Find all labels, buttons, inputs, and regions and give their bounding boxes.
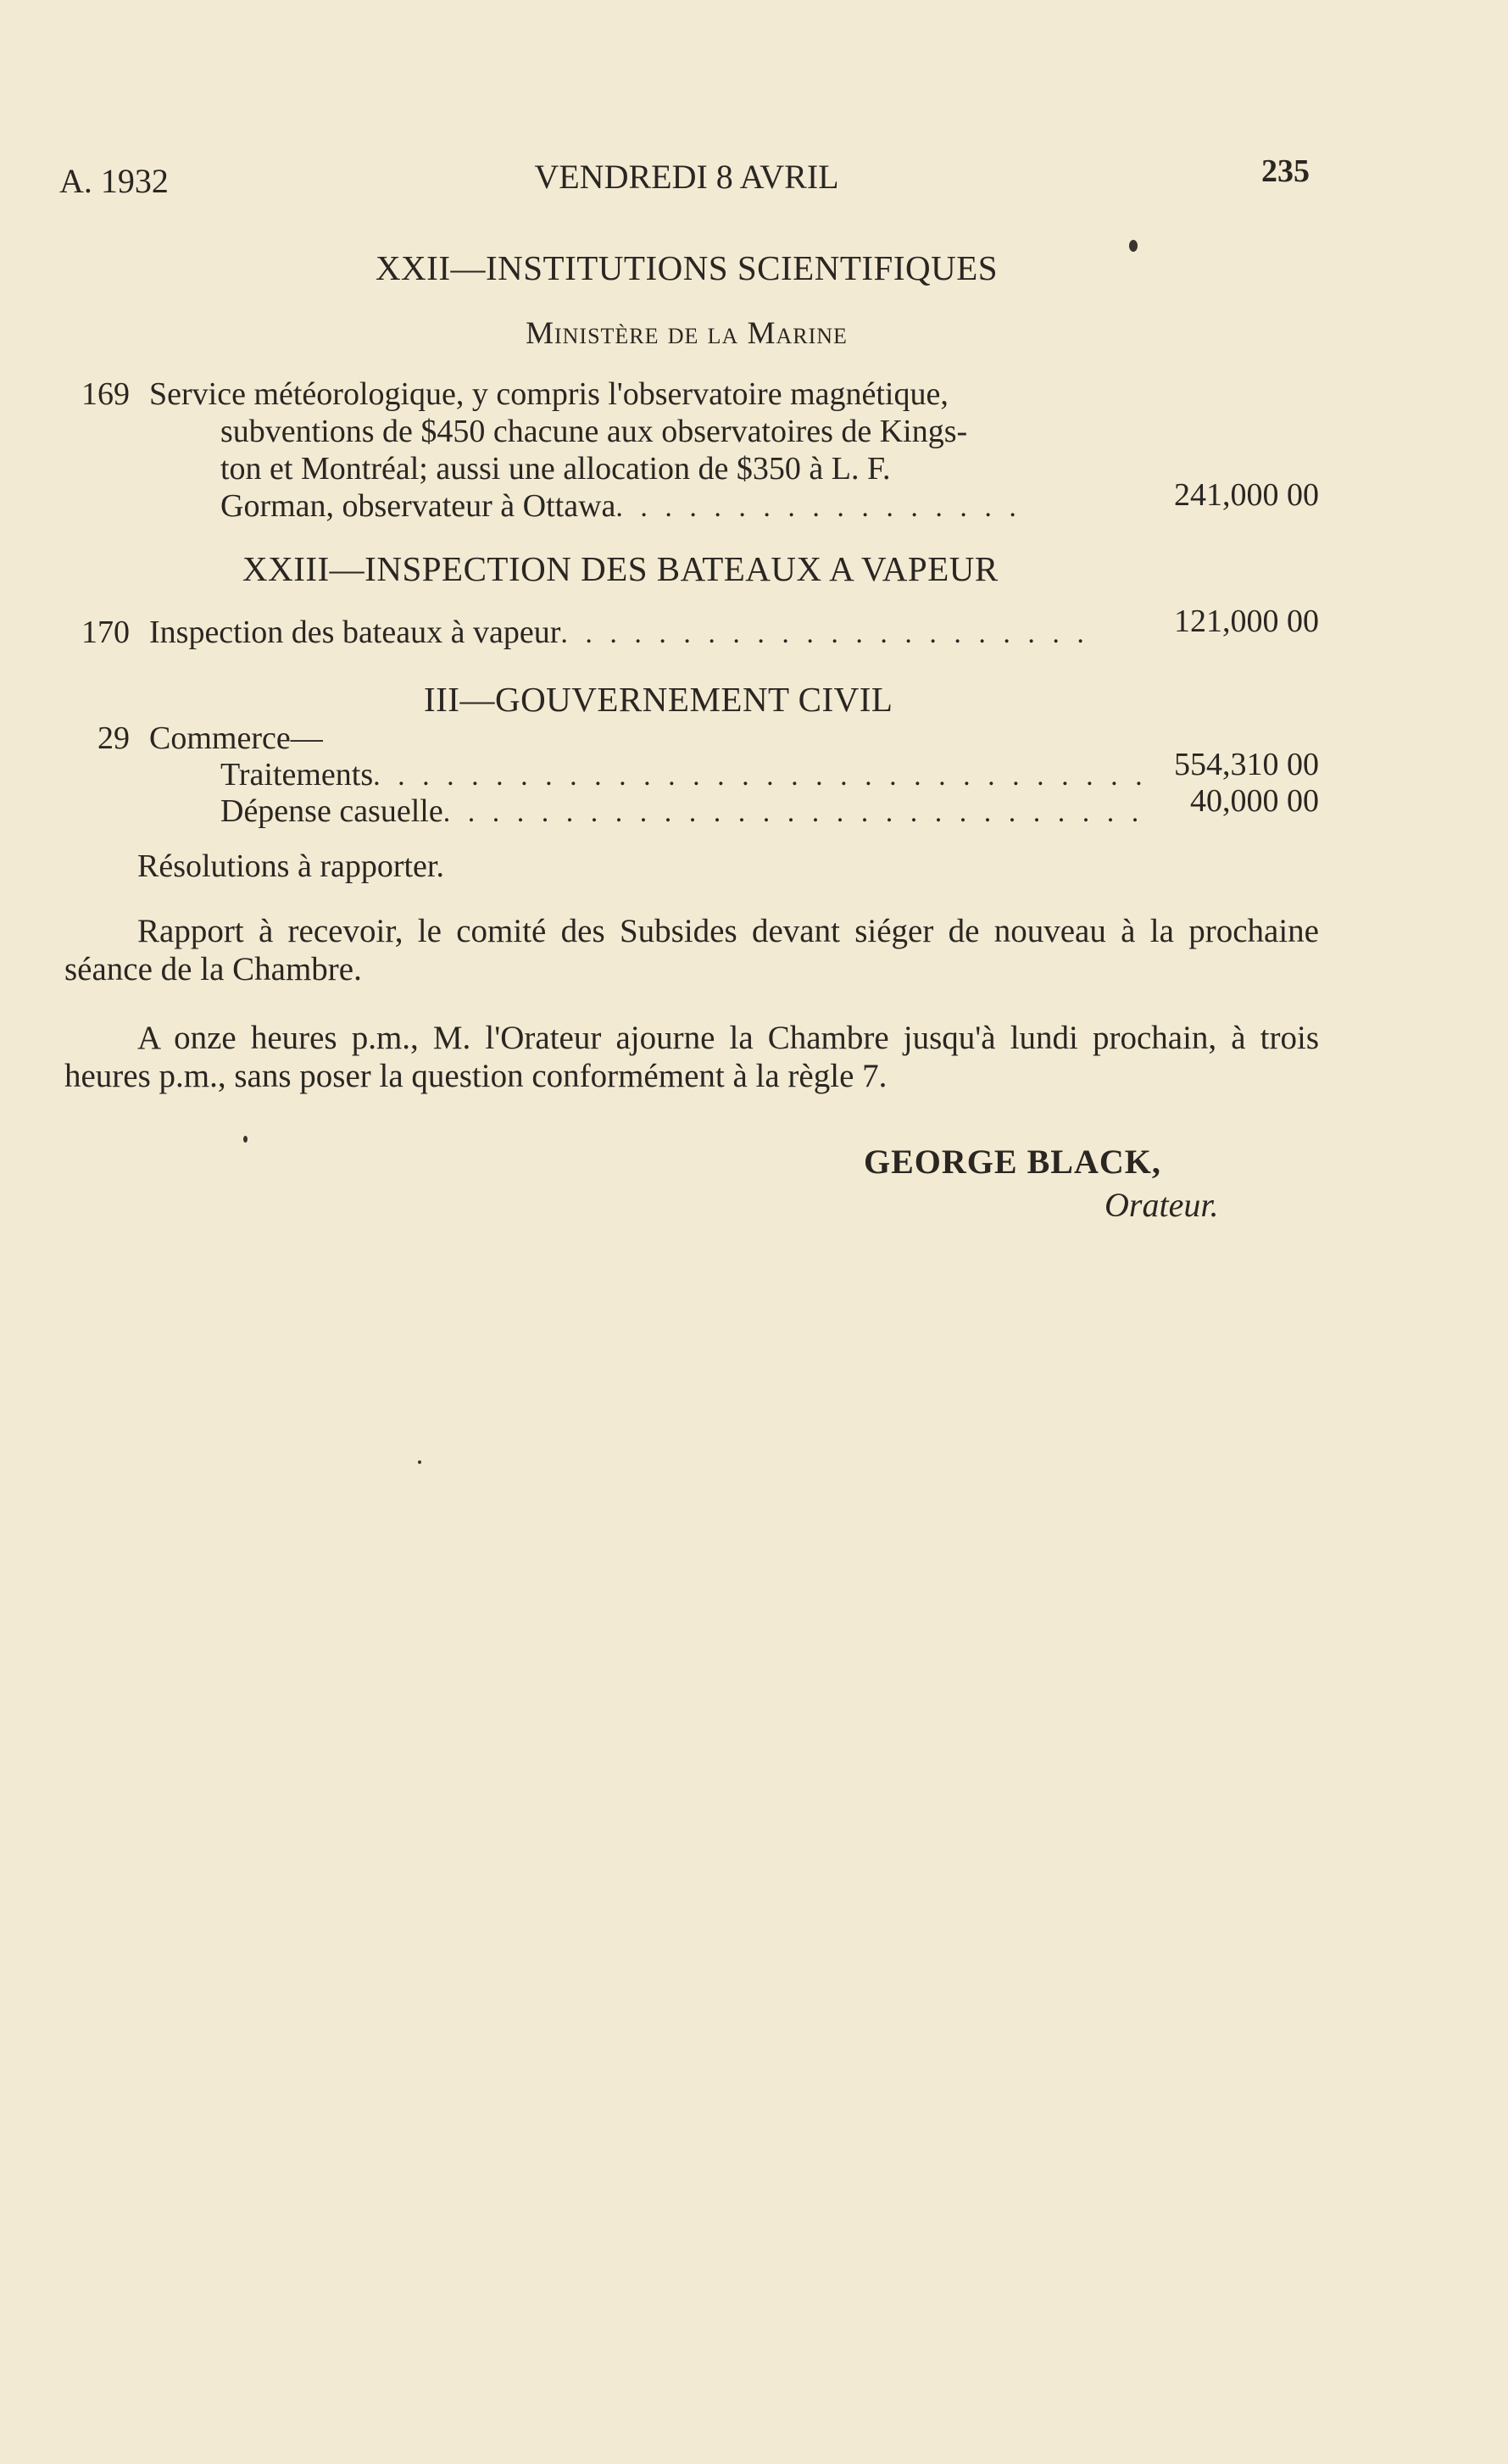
section-iii-title: III—GOUVERNEMENT CIVIL bbox=[424, 680, 893, 719]
item-29-sub-1 bbox=[220, 756, 1148, 793]
page-number: 235 bbox=[1261, 153, 1310, 189]
item-29-sub-2-amount: 40,000 00 bbox=[1190, 783, 1319, 819]
ink-speck bbox=[243, 1136, 248, 1143]
item-170-label: Inspection des bateaux à vapeur bbox=[149, 615, 561, 650]
item-169-amount: 241,000 00 bbox=[1174, 477, 1319, 513]
paragraph-adjournment: A onze heures p.m., M. l'Orateur ajourne la Chambre jusqu'à lundi prochain, à trois heures p.m., sans poser la question conformément à la règle 7. bbox=[64, 1020, 1319, 1094]
item-170-amount: 121,000 00 bbox=[1174, 603, 1319, 639]
item-169-number: 169 bbox=[81, 376, 130, 412]
item-29-sub-1-amount: 554,310 00 bbox=[1174, 747, 1319, 782]
item-169-line-1: Service météorologique, y compris l'observatoire magnétique, bbox=[149, 376, 949, 412]
dot-leader: . . . . . . . . . . . . . . . . . . . . . . . . . . . . . bbox=[442, 797, 1144, 828]
dot-leader: . . . . . . . . . . . . . . . . . . . . . . bbox=[560, 618, 1089, 649]
signer-name: GEORGE BLACK, bbox=[864, 1143, 1161, 1181]
item-29-label: Commerce— bbox=[149, 720, 323, 756]
item-169-line-4-text: Gorman, observateur à Ottawa bbox=[220, 488, 616, 524]
paragraph-rapport: Rapport à recevoir, le comité des Subsides devant siéger de nouveau à la prochaine séance de la Chambre. bbox=[64, 913, 1319, 987]
resolutions-line: Résolutions à rapporter. bbox=[137, 848, 444, 884]
item-170-number: 170 bbox=[81, 615, 130, 650]
item-29-sub-2-label: Dépense casuelle bbox=[220, 793, 443, 829]
item-169-line-3: ton et Montréal; aussi une allocation de $350 à L. F. bbox=[220, 451, 891, 487]
item-169-line-4 bbox=[220, 487, 1021, 525]
item-29-number: 29 bbox=[97, 720, 130, 756]
item-170-line bbox=[149, 614, 1089, 651]
dot-leader: . . . . . . . . . . . . . . . . . . . . . . . . . . . . . . . . bbox=[373, 760, 1148, 792]
section-xxii-subtitle: Ministère de la Marine bbox=[526, 316, 848, 351]
item-169-line-2: subventions de $450 chacune aux observatoires de Kings- bbox=[220, 414, 968, 449]
ink-speck bbox=[418, 1460, 421, 1464]
item-29-sub-1-label: Traitements bbox=[220, 757, 374, 793]
section-xxiii-title: XXIII—INSPECTION DES BATEAUX A VAPEUR bbox=[242, 549, 999, 588]
header-session: A. 1932 bbox=[59, 162, 169, 200]
dot-leader: . . . . . . . . . . . . . . . . . bbox=[615, 492, 1021, 523]
signer-title: Orateur. bbox=[1105, 1186, 1219, 1224]
section-xxii-title: XXII—INSTITUTIONS SCIENTIFIQUES bbox=[375, 248, 999, 287]
header-date: VENDREDI 8 AVRIL bbox=[534, 158, 839, 196]
item-29-sub-2 bbox=[220, 793, 1144, 830]
